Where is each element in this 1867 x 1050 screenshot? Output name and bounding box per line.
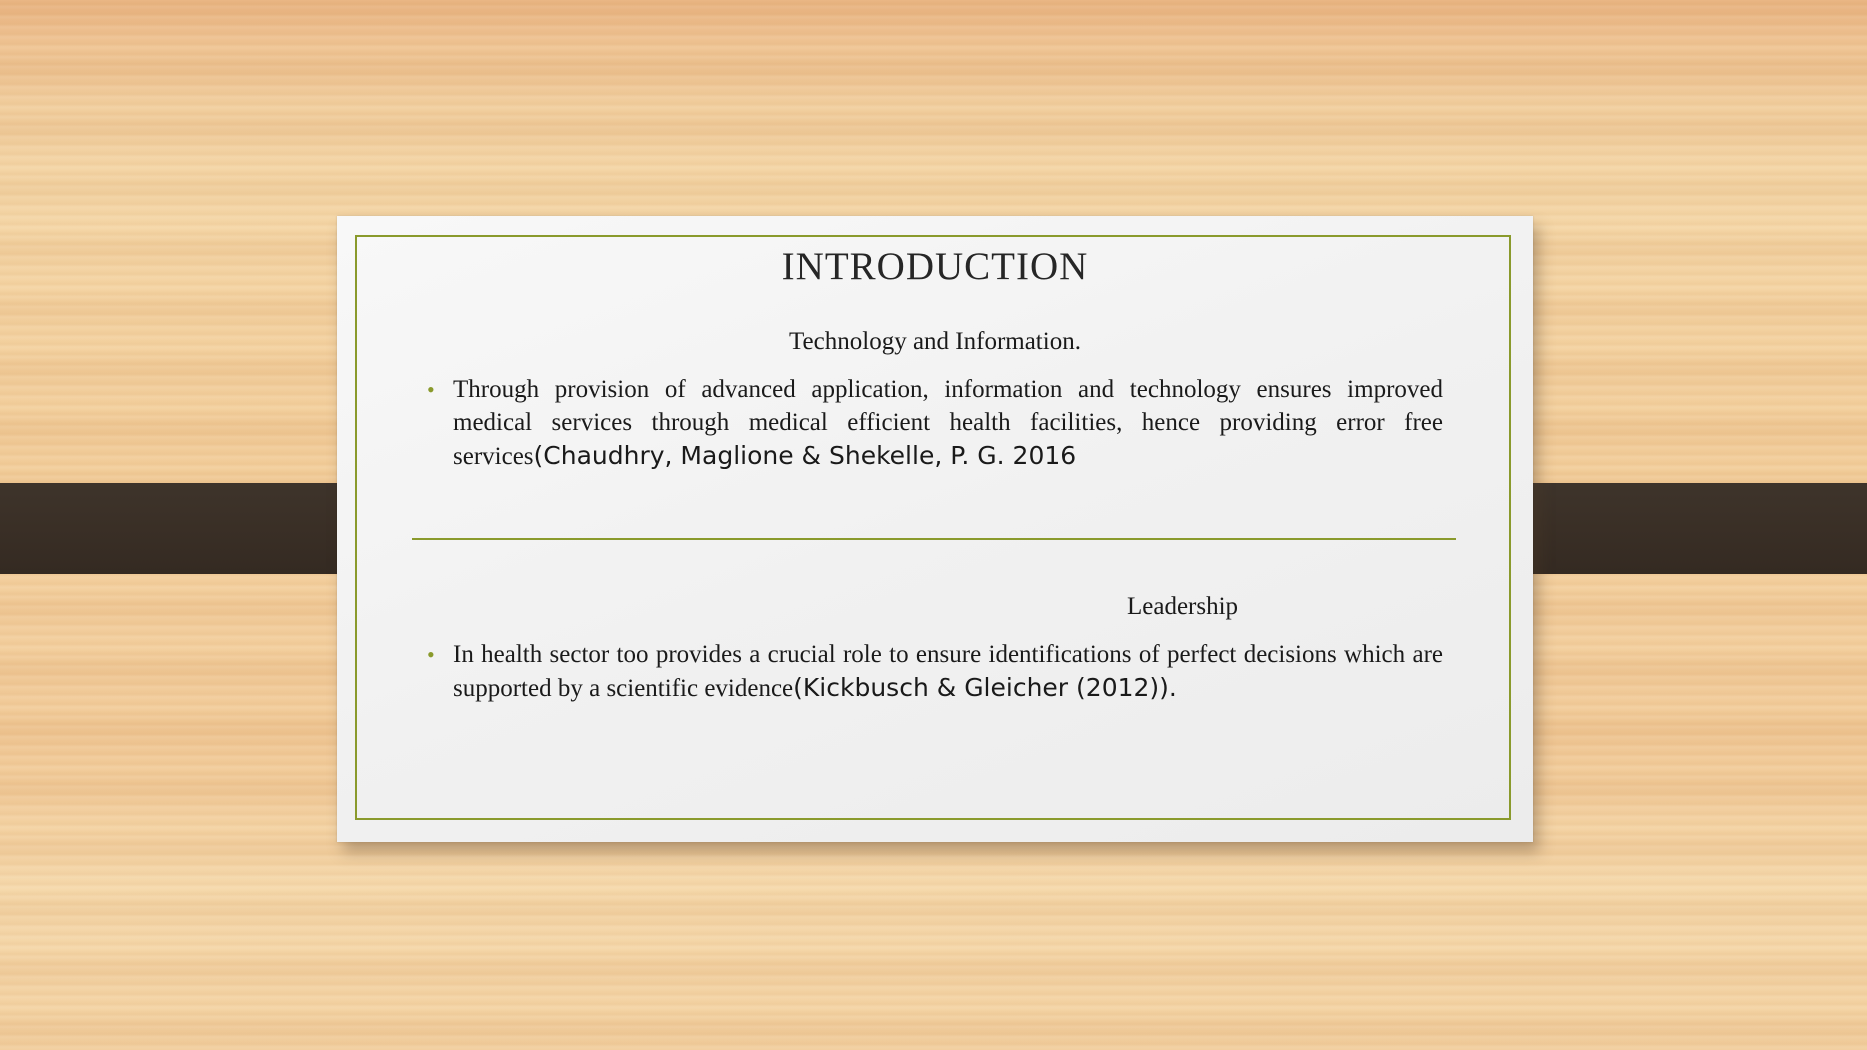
bullet-dot: • bbox=[427, 377, 435, 402]
dark-band-right bbox=[1490, 483, 1867, 574]
slide-card bbox=[337, 216, 1533, 842]
bullet-body bbox=[453, 638, 1443, 705]
bullet-dot: • bbox=[427, 642, 435, 667]
bullet-leadership bbox=[427, 638, 1559, 705]
section-heading-technology: Technology and Information. bbox=[789, 328, 1081, 355]
bullet-text: Through provision of advanced application, information and technology ensures improved medical services through medical efficient health facilities, hence providing error free services bbox=[453, 376, 1443, 470]
bullet-citation: (Chaudhry, Maglione & Shekelle, P. G. 2016 bbox=[533, 441, 1077, 470]
slide-title: INTRODUCTION bbox=[781, 245, 1089, 288]
bullet-text: In health sector too provides a crucial role to ensure identifications of perfect decisions which are supported by a scientific evidence bbox=[453, 641, 1443, 702]
section-divider bbox=[412, 538, 1456, 540]
dark-band-left bbox=[0, 483, 378, 574]
section-heading-leadership: Leadership bbox=[1127, 593, 1239, 620]
bullet-citation: (Kickbusch & Gleicher (2012)). bbox=[793, 673, 1177, 702]
slide-frame bbox=[355, 235, 1511, 820]
bullet-technology bbox=[427, 373, 1559, 473]
bullet-body bbox=[453, 373, 1443, 473]
